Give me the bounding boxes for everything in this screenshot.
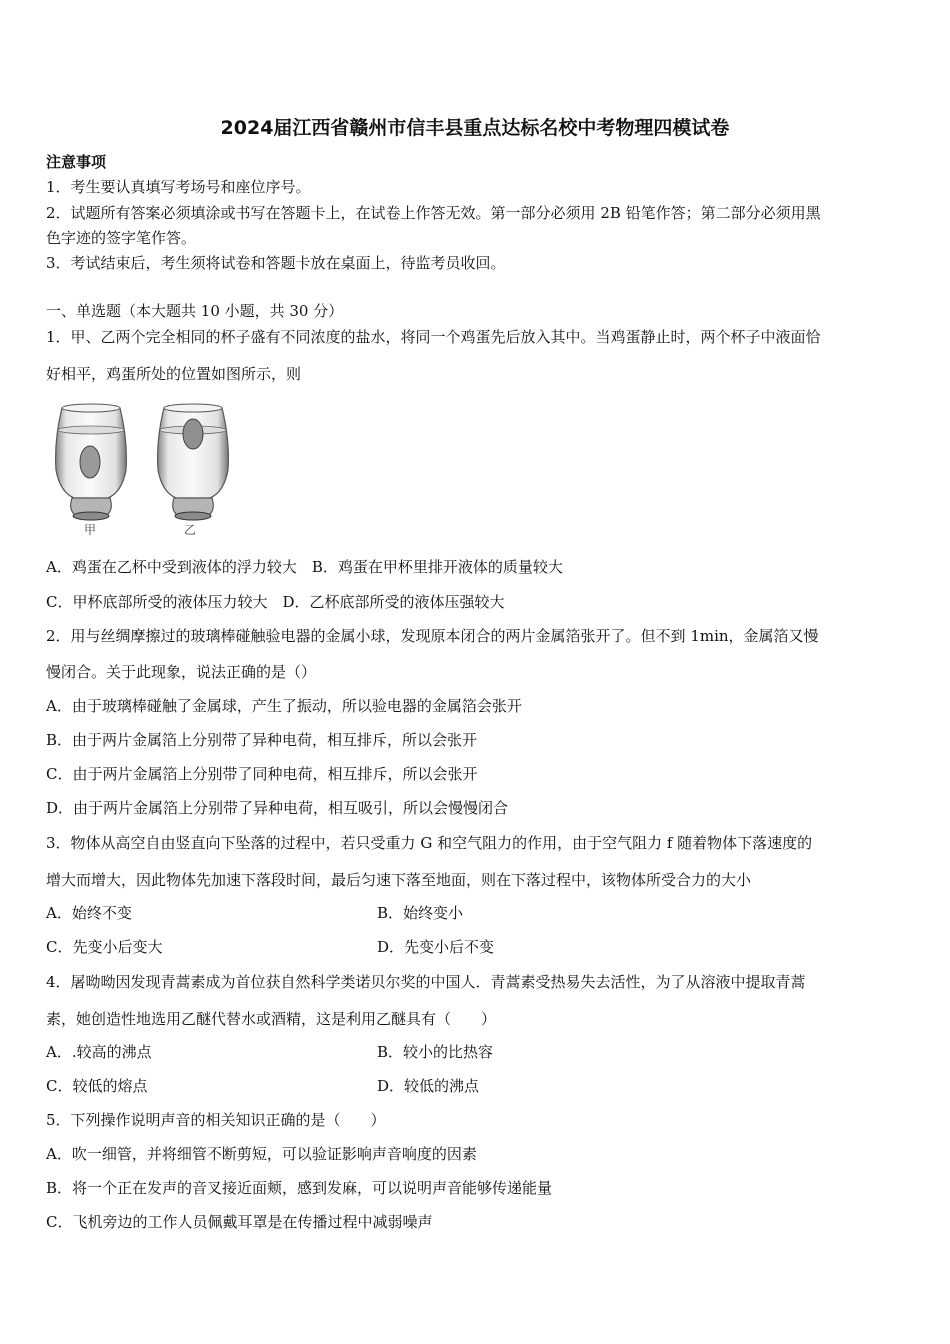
q2-option-b: B．由于两片金属箔上分别带了异种电荷，相互排斥，所以会张开 xyxy=(46,731,478,749)
q1-stem: 1．甲、乙两个完全相同的杯子盛有不同浓度的盐水，将同一个鸡蛋先后放入其中。当鸡蛋静止时，两个杯子中液面恰 xyxy=(46,328,821,346)
q2-option-c: C．由于两片金属箔上分别带了同种电荷，相互排斥，所以会张开 xyxy=(46,765,478,783)
q4-option-c: C．较低的熔点 xyxy=(46,1077,148,1095)
q3-option-c: C．先变小后变大 xyxy=(46,938,163,956)
q1-stem-cont: 好相平，鸡蛋所处的位置如图所示，则 xyxy=(46,365,302,383)
page-title: 2024届江西省赣州市信丰县重点达标名校中考物理四模试卷 xyxy=(220,117,730,139)
q1-options-cd: C．甲杯底部所受的液体压力较大 D．乙杯底部所受的液体压强较大 xyxy=(46,593,505,611)
q4-option-d: D．较低的沸点 xyxy=(377,1077,480,1095)
notice-item: 色字迹的签字笔作答。 xyxy=(46,229,197,247)
cup-jia xyxy=(56,404,127,520)
egg-in-cups-figure xyxy=(50,400,240,540)
notice-item: 3．考试结束后，考生须将试卷和答题卡放在桌面上，待监考员收回。 xyxy=(46,254,506,272)
notice-item: 2．试题所有答案必须填涂或书写在答题卡上，在试卷上作答无效。第一部分必须用 2B 铅笔作答；第二部分必须用黑 xyxy=(46,204,821,222)
q5-option-c: C．飞机旁边的工作人员佩戴耳罩是在传播过程中减弱噪声 xyxy=(46,1213,433,1231)
q2-option-a: A．由于玻璃棒碰触了金属球，产生了振动，所以验电器的金属箔会张开 xyxy=(46,697,522,715)
notice-heading: 注意事项 xyxy=(46,153,107,171)
egg-jia xyxy=(80,446,100,478)
figure-label-jia: 甲 xyxy=(84,523,97,537)
q1-options-ab: A．鸡蛋在乙杯中受到液体的浮力较大 B．鸡蛋在甲杯里排开液体的质量较大 xyxy=(46,558,563,576)
cup-yi xyxy=(158,404,229,520)
q3-option-d: D．先变小后不变 xyxy=(377,938,495,956)
q2-stem: 2．用与丝绸摩擦过的玻璃棒碰触验电器的金属小球，发现原本闭合的两片金属箔张开了。但不到 1min，金属箔又慢 xyxy=(46,627,819,645)
q3-stem: 3．物体从高空自由竖直向下坠落的过程中，若只受重力 G 和空气阻力的作用，由于空气阻力 f 随着物体下落速度的 xyxy=(46,834,813,852)
q3-stem-cont: 增大而增大，因此物体先加速下落段时间，最后匀速下落至地面，则在下落过程中，该物体所受合力的大小 xyxy=(46,871,752,889)
q3-option-b: B．始终变小 xyxy=(377,904,464,922)
q5-option-b: B．将一个正在发声的音叉接近面颊，感到发麻，可以说明声音能够传递能量 xyxy=(46,1179,553,1197)
q5-option-a: A．吹一细管，并将细管不断剪短，可以验证影响声音响度的因素 xyxy=(46,1145,477,1163)
q3-option-a: A．始终不变 xyxy=(46,904,132,922)
q4-option-b: B．较小的比热容 xyxy=(377,1043,494,1061)
egg-yi xyxy=(183,419,203,449)
q4-stem: 4．屠呦呦因发现青蒿素成为首位获自然科学类诺贝尔奖的中国人．青蒿素受热易失去活性，为了从溶液中提取青蒿 xyxy=(46,973,806,991)
q5-stem: 5．下列操作说明声音的相关知识正确的是（ ） xyxy=(46,1111,386,1129)
q4-stem-cont: 素，她创造性地选用乙醚代替水或酒精，这是利用乙醚具有（ ） xyxy=(46,1010,497,1028)
section-heading: 一、单选题（本大题共 10 小题，共 30 分） xyxy=(46,302,344,320)
q2-stem-cont: 慢闭合。关于此现象，说法正确的是（） xyxy=(46,663,317,681)
figure-label-yi: 乙 xyxy=(184,523,197,537)
q2-option-d: D．由于两片金属箔上分别带了异种电荷，相互吸引，所以会慢慢闭合 xyxy=(46,799,509,817)
notice-item: 1．考生要认真填写考场号和座位序号。 xyxy=(46,178,311,196)
q4-option-a: A．.较高的沸点 xyxy=(46,1043,152,1061)
